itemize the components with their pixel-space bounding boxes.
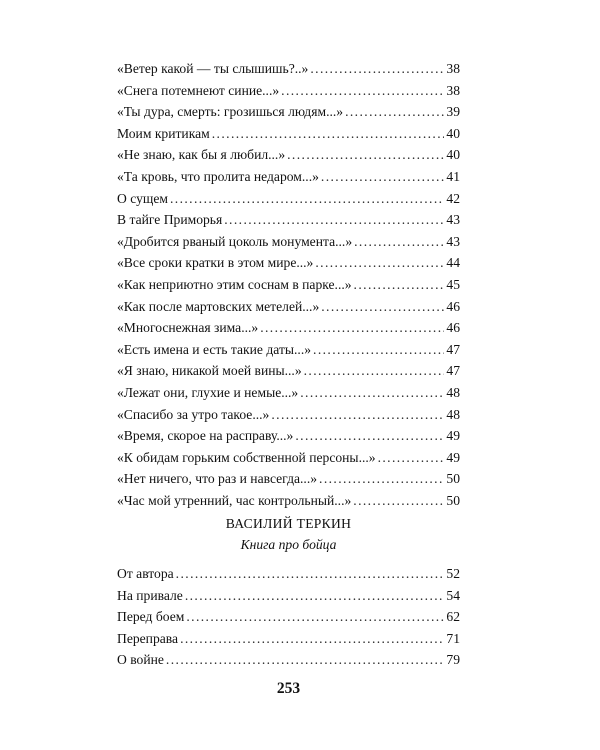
toc-entry <box>117 166 460 188</box>
toc-dot-leader <box>378 447 445 469</box>
toc-entry <box>117 468 460 490</box>
toc-dot-leader <box>185 585 445 607</box>
toc-dot-leader <box>224 209 444 231</box>
toc-entry-title: Переправа <box>117 630 179 646</box>
toc-entry <box>117 649 460 671</box>
toc-entry <box>117 317 460 339</box>
toc-entry-title: «Час мой утренний, час контрольный...» <box>117 492 352 508</box>
toc-entry <box>117 490 460 512</box>
toc-entry-title: «Ветер какой — ты слышишь?..» <box>117 61 309 76</box>
toc-entry-page: 43 <box>446 212 460 228</box>
toc-list-poems <box>117 58 460 511</box>
toc-entry-page: 71 <box>446 630 460 646</box>
toc-dot-leader <box>176 563 445 585</box>
toc-entry-title: «Та кровь, что пролита недаром...» <box>117 168 319 184</box>
toc-entry-title: «Я знаю, никакой моей вины...» <box>117 363 302 379</box>
toc-entry-page: 50 <box>446 492 460 508</box>
toc-entry <box>117 447 460 469</box>
toc-dot-leader <box>319 468 444 490</box>
toc-entry-page: 48 <box>446 384 460 400</box>
toc-entry-page: 50 <box>446 471 460 487</box>
toc-entry-title: «Спасибо за утро такое...» <box>117 406 270 422</box>
toc-entry-page: 38 <box>446 61 460 76</box>
toc-entry-title: «К обидам горьким собственной персоны...» <box>117 449 376 465</box>
toc-entry <box>117 123 460 145</box>
toc-entry <box>117 144 460 166</box>
toc-entry-page: 38 <box>446 82 460 98</box>
section-subtitle: Книга про бойца <box>240 537 337 552</box>
toc-entry <box>117 585 460 607</box>
toc-dot-leader <box>271 404 444 426</box>
toc-entry-page: 79 <box>446 652 460 668</box>
toc-entry-title: «Ты дура, смерть: грозишься людям...» <box>117 104 344 120</box>
toc-entry <box>117 252 460 274</box>
toc-dot-leader <box>315 252 444 274</box>
toc-dot-leader <box>295 425 444 447</box>
toc-entry <box>117 563 460 585</box>
toc-dot-leader <box>345 101 444 123</box>
toc-entry-page: 49 <box>446 449 460 465</box>
toc-entry-page: 41 <box>446 168 460 184</box>
toc-entry-title: «Многоснежная зима...» <box>117 320 259 336</box>
toc-entry-title: «Снега потемнеют синие...» <box>117 82 280 98</box>
toc-entry-title: «Нет ничего, что раз и навсегда...» <box>117 471 318 487</box>
toc-entry-page: 52 <box>446 566 460 581</box>
toc-entry-title: «Дробится рваный цоколь монумента...» <box>117 233 353 249</box>
toc-list-terkin <box>117 563 460 671</box>
toc-entry-title: «Все сроки кратки в этом мире...» <box>117 255 314 271</box>
toc-entry <box>117 80 460 102</box>
toc-entry <box>117 296 460 318</box>
toc-entry <box>117 425 460 447</box>
toc-dot-leader <box>321 296 444 318</box>
toc-entry-title: «Лежат они, глухие и немые...» <box>117 384 299 400</box>
toc-entry-title: «Время, скорое на расправу...» <box>117 428 294 444</box>
section-title: ВАСИЛИЙ ТЕРКИН <box>225 516 352 531</box>
toc-entry <box>117 101 460 123</box>
toc-entry-title: «Есть имена и есть такие даты...» <box>117 341 312 357</box>
toc-entry-page: 62 <box>446 609 460 625</box>
toc-entry-title: О сущем <box>117 190 168 206</box>
toc-entry-page: 47 <box>446 363 460 379</box>
toc-entry <box>117 606 460 628</box>
toc-entry-title: О войне <box>117 652 164 668</box>
toc-entry-page: 40 <box>446 125 460 141</box>
toc-dot-leader <box>166 649 444 671</box>
toc-entry <box>117 231 460 253</box>
toc-entry <box>117 404 460 426</box>
toc-dot-leader <box>321 166 445 188</box>
toc-dot-leader <box>281 80 444 102</box>
toc-entry-page: 44 <box>446 255 460 271</box>
toc-entry <box>117 360 460 382</box>
toc-entry-page: 42 <box>446 190 460 206</box>
toc-entry-title: «Как после мартовских метелей...» <box>117 298 320 314</box>
toc-entry-page: 49 <box>446 428 460 444</box>
toc-dot-leader <box>354 231 444 253</box>
toc-entry-page: 48 <box>446 406 460 422</box>
toc-dot-leader <box>170 188 444 210</box>
toc-entry <box>117 274 460 296</box>
toc-entry-page: 46 <box>446 320 460 336</box>
toc-entry <box>117 382 460 404</box>
toc-dot-leader <box>287 144 444 166</box>
toc-entry-page: 40 <box>446 147 460 163</box>
toc-entry <box>117 339 460 361</box>
toc-dot-leader <box>353 490 444 512</box>
toc-entry-page: 46 <box>446 298 460 314</box>
toc-dot-leader <box>300 382 444 404</box>
toc-entry-page: 47 <box>446 341 460 357</box>
toc-entry-title: От автора <box>117 566 174 581</box>
page-number: 253 <box>276 680 301 697</box>
toc-entry-title: «Не знаю, как бы я любил...» <box>117 147 286 163</box>
toc-entry-page: 45 <box>446 276 460 292</box>
toc-entry <box>117 628 460 650</box>
toc-dot-leader <box>212 123 445 145</box>
toc-dot-leader <box>260 317 444 339</box>
toc-entry-page: 39 <box>446 104 460 120</box>
toc-dot-leader <box>354 274 445 296</box>
toc-dot-leader <box>313 339 444 361</box>
toc-dot-leader <box>180 628 444 650</box>
toc-entry-title: В тайге Приморья <box>117 212 223 228</box>
toc-entry-title: Перед боем <box>117 609 185 625</box>
toc-entry-page: 54 <box>446 587 460 603</box>
toc-entry <box>117 58 460 80</box>
toc-entry-title: Моим критикам <box>117 125 210 141</box>
toc-dot-leader <box>186 606 444 628</box>
toc-entry-page: 43 <box>446 233 460 249</box>
toc-entry-title: На привале <box>117 587 183 603</box>
toc-entry-title: «Как неприютно этим соснам в парке...» <box>117 276 352 292</box>
toc-dot-leader <box>304 360 445 382</box>
toc-entry <box>117 209 460 231</box>
toc-dot-leader <box>310 58 444 80</box>
toc-entry <box>117 188 460 210</box>
